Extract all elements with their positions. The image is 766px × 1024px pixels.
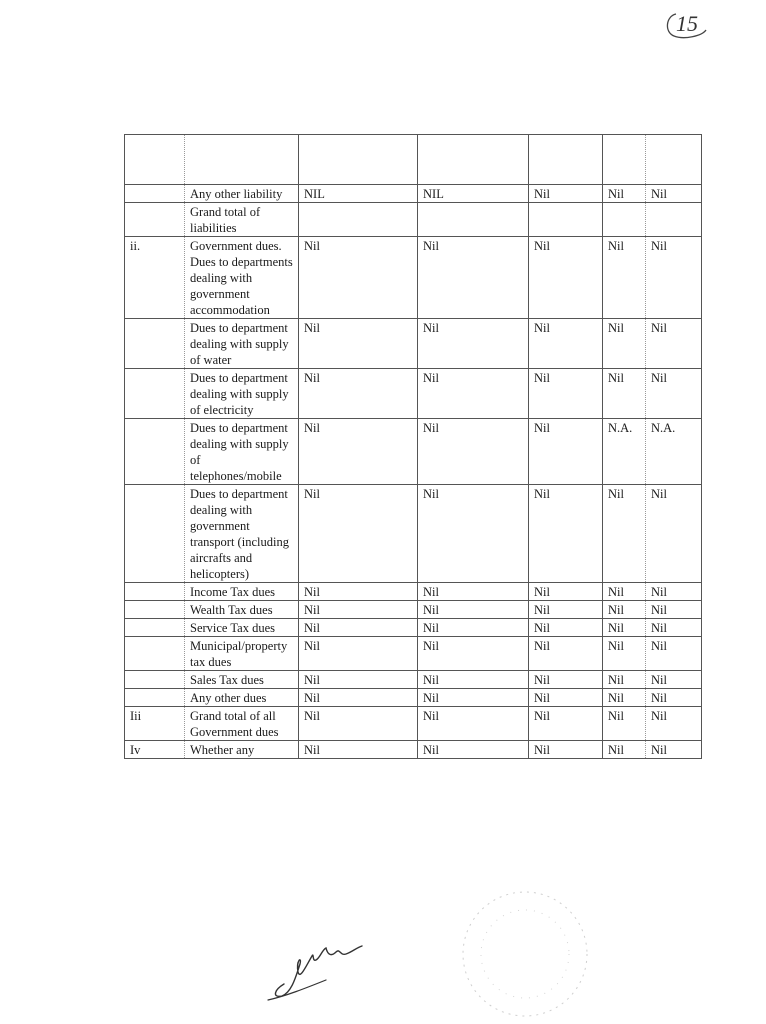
table-row (125, 185, 702, 203)
item-cell: Whether any (185, 741, 299, 759)
item-cell: Any other liability (185, 185, 299, 203)
serial-cell (125, 619, 185, 637)
serial-cell (125, 369, 185, 419)
header-cell (646, 135, 702, 185)
item-cell: Grand total of all Government dues (185, 707, 299, 741)
year-4-cell: Nil (603, 237, 646, 319)
serial-cell: ii. (125, 237, 185, 319)
year-3-cell: Nil (529, 637, 603, 671)
year-4-cell: Nil (603, 741, 646, 759)
item-cell: Municipal/property tax dues (185, 637, 299, 671)
table-row (125, 671, 702, 689)
year-4-cell: Nil (603, 369, 646, 419)
year-4-cell: Nil (603, 601, 646, 619)
year-5-cell: Nil (646, 707, 702, 741)
serial-cell (125, 203, 185, 237)
year-5-cell: Nil (646, 485, 702, 583)
page-number (662, 10, 708, 40)
table-row (125, 619, 702, 637)
year-4-cell: N.A. (603, 419, 646, 485)
table-row (125, 601, 702, 619)
header-cell (603, 135, 646, 185)
serial-cell: Iii (125, 707, 185, 741)
year-4-cell: Nil (603, 319, 646, 369)
year-5-cell: Nil (646, 369, 702, 419)
year-2-cell: Nil (418, 671, 529, 689)
year-4-cell: Nil (603, 485, 646, 583)
year-1-cell: Nil (299, 237, 418, 319)
year-1-cell: Nil (299, 671, 418, 689)
year-4-cell: Nil (603, 671, 646, 689)
serial-cell (125, 319, 185, 369)
year-1-cell: Nil (299, 619, 418, 637)
year-1-cell: Nil (299, 637, 418, 671)
year-3-cell: Nil (529, 583, 603, 601)
year-3-cell (529, 203, 603, 237)
header-cell (299, 135, 418, 185)
year-1-cell: Nil (299, 485, 418, 583)
year-2-cell: Nil (418, 583, 529, 601)
item-cell: Sales Tax dues (185, 671, 299, 689)
year-2-cell: Nil (418, 369, 529, 419)
year-5-cell: Nil (646, 319, 702, 369)
year-1-cell: Nil (299, 319, 418, 369)
year-1-cell: Nil (299, 369, 418, 419)
table-row (125, 369, 702, 419)
year-3-cell: Nil (529, 419, 603, 485)
year-1-cell: Nil (299, 419, 418, 485)
year-3-cell: Nil (529, 689, 603, 707)
year-2-cell: Nil (418, 419, 529, 485)
serial-cell (125, 485, 185, 583)
page-number-text: 15 (676, 11, 698, 36)
year-5-cell: Nil (646, 237, 702, 319)
year-5-cell: N.A. (646, 419, 702, 485)
year-4-cell (603, 203, 646, 237)
official-seal-stamp (430, 876, 600, 1022)
table-row (125, 419, 702, 485)
year-3-cell: Nil (529, 369, 603, 419)
serial-cell (125, 601, 185, 619)
year-1-cell: Nil (299, 601, 418, 619)
year-1-cell: NIL (299, 185, 418, 203)
year-5-cell: Nil (646, 185, 702, 203)
item-cell: Grand total of liabilities (185, 203, 299, 237)
table-row (125, 485, 702, 583)
year-4-cell: Nil (603, 619, 646, 637)
header-cell (185, 135, 299, 185)
year-1-cell (299, 203, 418, 237)
year-4-cell: Nil (603, 185, 646, 203)
year-2-cell: Nil (418, 237, 529, 319)
year-3-cell: Nil (529, 185, 603, 203)
year-5-cell: Nil (646, 671, 702, 689)
year-4-cell: Nil (603, 583, 646, 601)
item-cell: Dues to department dealing with supply of telephones/mobile (185, 419, 299, 485)
year-1-cell: Nil (299, 583, 418, 601)
year-5-cell: Nil (646, 637, 702, 671)
table-header-row (125, 135, 702, 185)
year-5-cell: Nil (646, 741, 702, 759)
year-2-cell: Nil (418, 637, 529, 671)
table-row (125, 319, 702, 369)
year-1-cell: Nil (299, 689, 418, 707)
serial-cell (125, 689, 185, 707)
serial-cell (125, 185, 185, 203)
dues-table (124, 134, 702, 759)
table-row (125, 707, 702, 741)
header-cell (529, 135, 603, 185)
table-row (125, 637, 702, 671)
item-cell: Wealth Tax dues (185, 601, 299, 619)
year-1-cell: Nil (299, 707, 418, 741)
item-cell: Dues to department dealing with supply of water (185, 319, 299, 369)
year-3-cell: Nil (529, 707, 603, 741)
handwritten-signature (266, 926, 376, 1002)
serial-cell (125, 583, 185, 601)
year-3-cell: Nil (529, 485, 603, 583)
year-3-cell: Nil (529, 319, 603, 369)
year-2-cell: Nil (418, 741, 529, 759)
year-2-cell: Nil (418, 485, 529, 583)
year-2-cell: NIL (418, 185, 529, 203)
table-row (125, 237, 702, 319)
serial-cell: Iv (125, 741, 185, 759)
table-row (125, 741, 702, 759)
year-2-cell: Nil (418, 319, 529, 369)
serial-cell (125, 671, 185, 689)
item-cell: Income Tax dues (185, 583, 299, 601)
year-5-cell: Nil (646, 601, 702, 619)
serial-cell (125, 419, 185, 485)
year-3-cell: Nil (529, 601, 603, 619)
year-2-cell: Nil (418, 619, 529, 637)
year-1-cell: Nil (299, 741, 418, 759)
table-row (125, 583, 702, 601)
item-cell: Any other dues (185, 689, 299, 707)
year-3-cell: Nil (529, 619, 603, 637)
year-4-cell: Nil (603, 637, 646, 671)
table-row (125, 689, 702, 707)
year-3-cell: Nil (529, 671, 603, 689)
table-row (125, 203, 702, 237)
item-cell: Dues to department dealing with supply of electricity (185, 369, 299, 419)
item-cell: Service Tax dues (185, 619, 299, 637)
serial-cell (125, 637, 185, 671)
year-4-cell: Nil (603, 689, 646, 707)
year-5-cell: Nil (646, 619, 702, 637)
year-2-cell: Nil (418, 689, 529, 707)
year-2-cell: Nil (418, 707, 529, 741)
item-cell: Government dues. Dues to departments dealing with government accommodation (185, 237, 299, 319)
header-cell (125, 135, 185, 185)
year-5-cell: Nil (646, 583, 702, 601)
header-cell (418, 135, 529, 185)
year-3-cell: Nil (529, 741, 603, 759)
year-2-cell (418, 203, 529, 237)
year-5-cell (646, 203, 702, 237)
year-2-cell: Nil (418, 601, 529, 619)
year-3-cell: Nil (529, 237, 603, 319)
item-cell: Dues to department dealing with government transport (including aircrafts and helicopters) (185, 485, 299, 583)
year-5-cell: Nil (646, 689, 702, 707)
year-4-cell: Nil (603, 707, 646, 741)
